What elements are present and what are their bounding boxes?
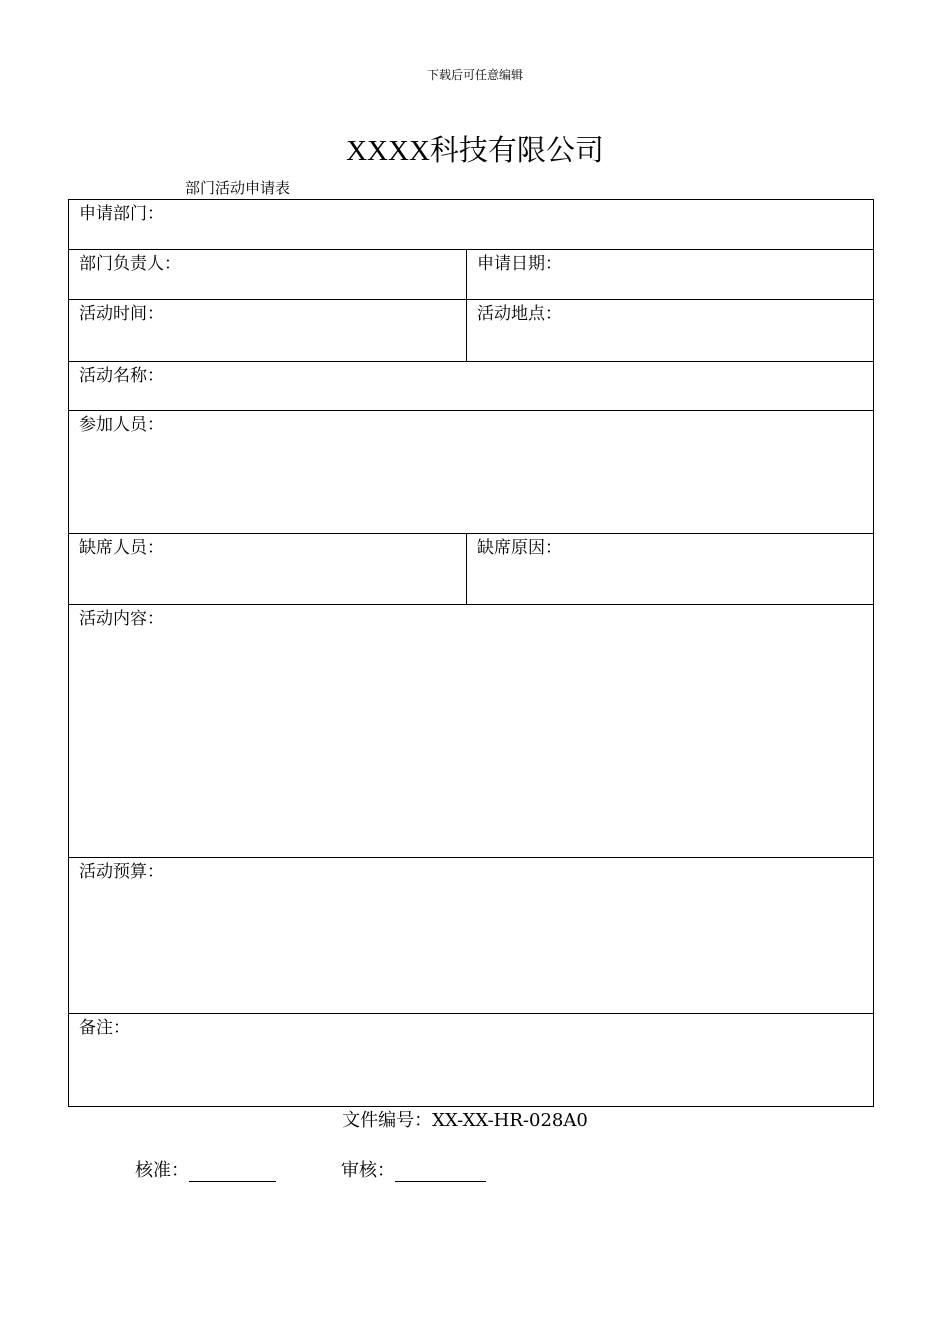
- activity-content-field[interactable]: [69, 605, 874, 858]
- remarks-field[interactable]: [69, 1014, 874, 1107]
- participants-field[interactable]: [69, 411, 874, 534]
- review-signature: [341, 1156, 486, 1182]
- review-label: 审核：: [341, 1160, 395, 1181]
- activity-content-label: 活动内容：: [79, 609, 164, 629]
- apply-date-label: 申请日期：: [477, 254, 562, 274]
- apply-date-field[interactable]: [467, 250, 874, 300]
- absence-reason-label: 缺席原因：: [477, 538, 562, 558]
- activity-name-field[interactable]: [69, 362, 874, 411]
- header-note: 下载后可任意编辑: [426, 68, 523, 82]
- manager-label: 部门负责人：: [79, 254, 181, 274]
- absentees-field[interactable]: [69, 534, 467, 605]
- review-signature-line[interactable]: [395, 1161, 486, 1182]
- department-label: 申请部门：: [79, 204, 164, 224]
- absence-reason-field[interactable]: [467, 534, 874, 605]
- activity-budget-field[interactable]: [69, 858, 874, 1014]
- activity-place-field[interactable]: [467, 300, 874, 362]
- manager-field[interactable]: [69, 250, 467, 300]
- department-field[interactable]: [69, 200, 874, 250]
- approve-signature: [135, 1156, 276, 1182]
- approve-label: 核准：: [135, 1160, 189, 1181]
- company-title: XXXX科技有限公司: [346, 135, 604, 167]
- remarks-label: 备注：: [79, 1018, 130, 1038]
- activity-place-label: 活动地点：: [477, 304, 562, 324]
- activity-name-label: 活动名称：: [79, 366, 164, 386]
- application-form-table: [68, 199, 874, 1107]
- activity-time-field[interactable]: [69, 300, 467, 362]
- form-title: 部门活动申请表: [185, 179, 291, 197]
- absentees-label: 缺席人员：: [79, 538, 164, 558]
- activity-time-label: 活动时间：: [79, 304, 164, 324]
- approve-signature-line[interactable]: [189, 1161, 276, 1182]
- file-code: 文件编号：XX-XX-HR-028A0: [342, 1110, 588, 1131]
- participants-label: 参加人员：: [79, 415, 164, 435]
- activity-budget-label: 活动预算：: [79, 862, 164, 882]
